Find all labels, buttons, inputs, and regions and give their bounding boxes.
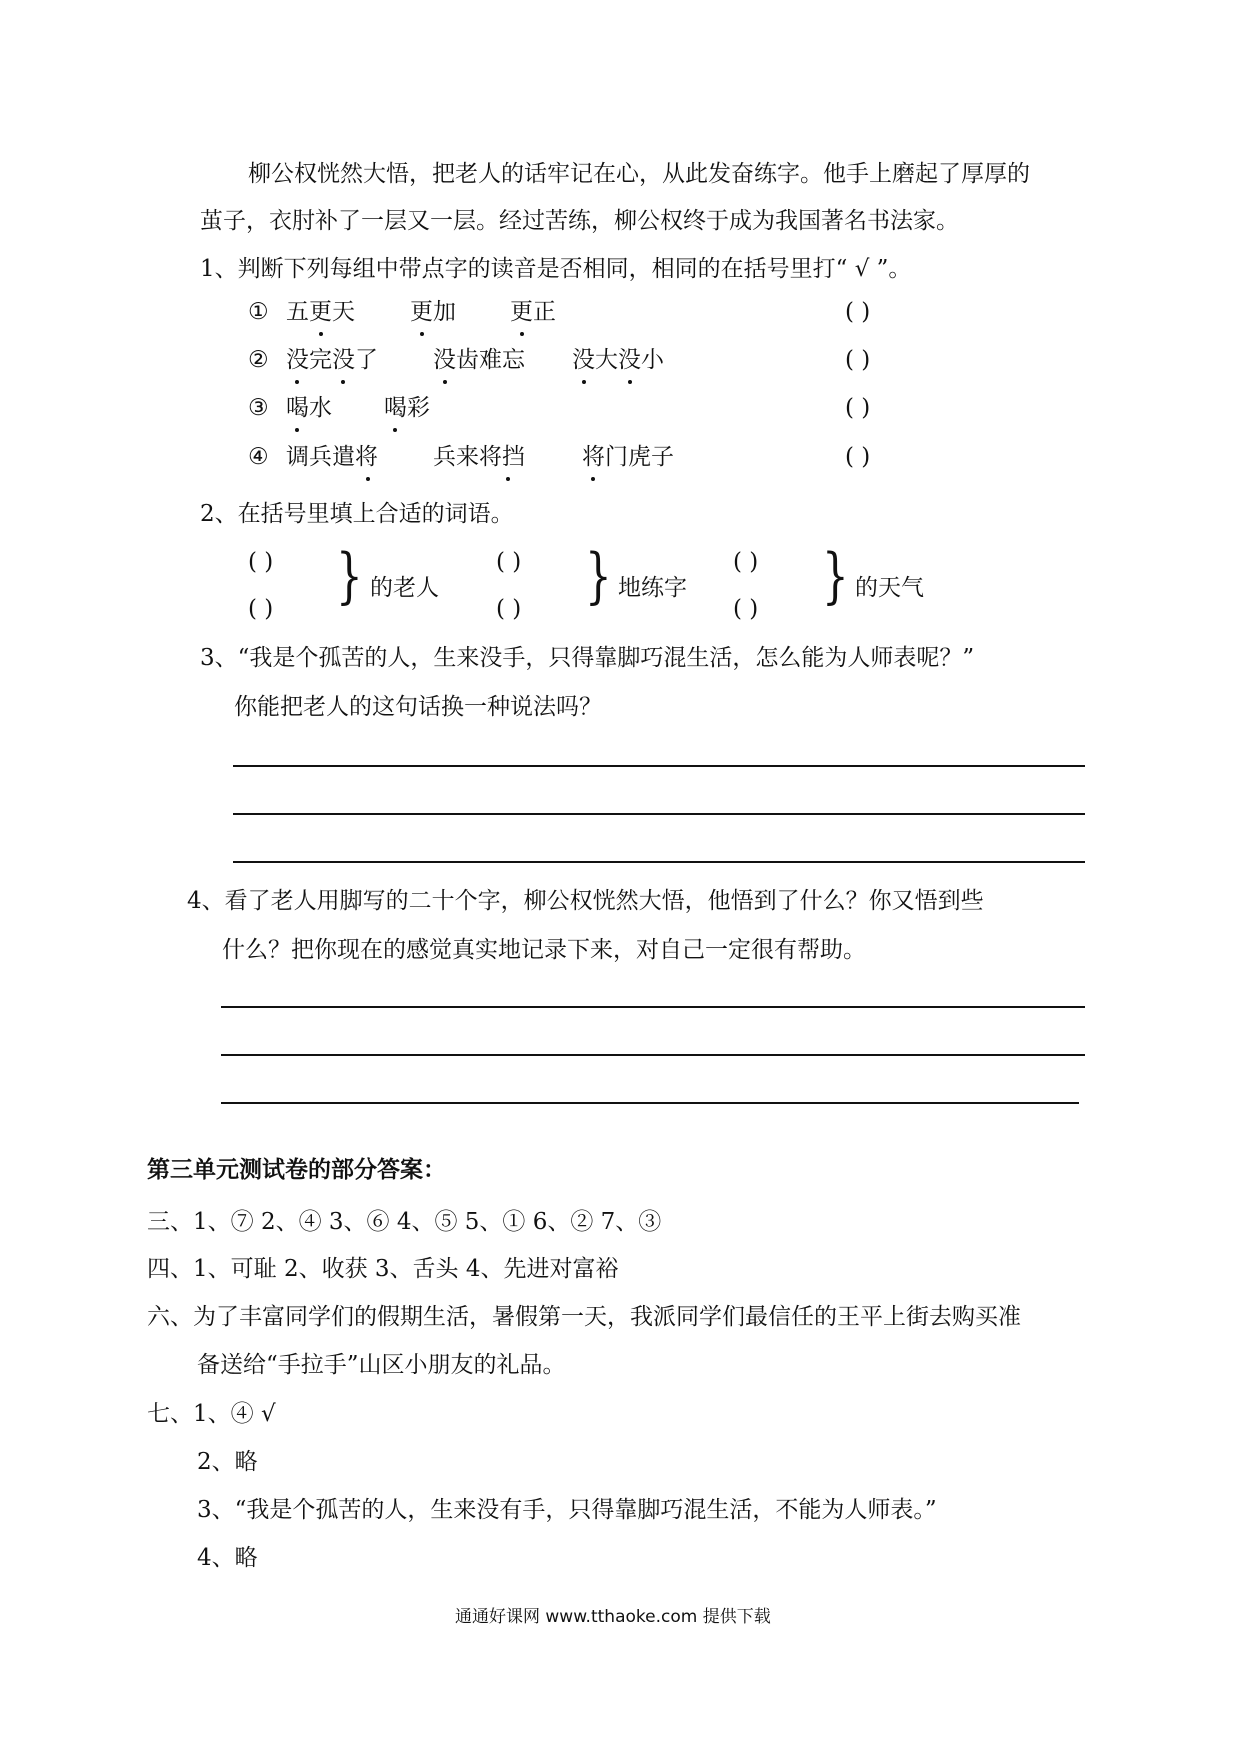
- q1-row-3-answer: ( ): [845, 395, 871, 421]
- passage-line-2: 茧子，衣肘补了一层又一层。经过苦练，柳公权终于成为我国著名书法家。: [200, 208, 959, 234]
- answers-section-7-item-3: 3、“我是个孤苦的人，生来没有手，只得靠脚巧混生活，不能为人师表。”: [197, 1497, 937, 1523]
- answers-section-6-line-2: 备送给“手拉手”山区小朋友的礼品。: [197, 1352, 566, 1378]
- q2-blank: ( ): [248, 549, 274, 575]
- q3-sub-prompt: 你能把老人的这句话换一种说法吗？: [234, 694, 602, 720]
- emphasis-dot: [366, 477, 370, 481]
- emphasis-dot: [443, 380, 447, 384]
- right-brace-icon: }: [585, 541, 612, 611]
- answer-line: [221, 1006, 1085, 1008]
- passage-line-1: 柳公权恍然大悟，把老人的话牢记在心，从此发奋练字。他手上磨起了厚厚的: [248, 161, 1030, 187]
- q1-row-4-word-3: 将门虎子: [582, 444, 674, 470]
- q3-prompt: 3、“我是个孤苦的人，生来没手，只得靠脚巧混生活，怎么能为人师表呢？”: [200, 645, 975, 671]
- answer-line: [233, 765, 1085, 767]
- q2-blank: ( ): [248, 596, 274, 622]
- emphasis-dot: [319, 332, 323, 336]
- q4-prompt-line-1: 4、看了老人用脚写的二十个字，柳公权恍然大悟，他悟到了什么？你又悟到些: [187, 888, 984, 914]
- q2-blank: ( ): [733, 549, 759, 575]
- q2-blank: ( ): [733, 596, 759, 622]
- emphasis-dot: [295, 428, 299, 432]
- q1-row-4-word-2: 兵来将挡: [433, 444, 525, 470]
- emphasis-dot: [628, 380, 632, 384]
- q1-row-4-answer: ( ): [845, 444, 871, 470]
- answers-section-4: 四、1、可耻 2、收获 3、舌头 4、先进对富裕: [147, 1256, 619, 1282]
- answers-title: 第三单元测试卷的部分答案：: [147, 1157, 446, 1183]
- q2-blank: ( ): [496, 596, 522, 622]
- q2-blank: ( ): [496, 549, 522, 575]
- q1-row-2-word-2: 没齿难忘: [433, 347, 525, 373]
- q1-row-4-word-1: 调兵遣将: [286, 444, 378, 470]
- q1-row-2-answer: ( ): [845, 347, 871, 373]
- answer-line: [233, 813, 1085, 815]
- q2-group-2-label: 地练字: [618, 575, 687, 601]
- q1-row-3-word-1: 喝水: [286, 395, 332, 421]
- right-brace-icon: }: [822, 541, 849, 611]
- emphasis-dot: [393, 428, 397, 432]
- answer-line: [221, 1054, 1085, 1056]
- emphasis-dot: [582, 380, 586, 384]
- q1-row-1-word-2: 更加: [410, 299, 456, 325]
- q2-group-3-label: 的天气: [855, 575, 924, 601]
- emphasis-dot: [295, 380, 299, 384]
- answers-section-7-item-1: 七、1、④ √: [147, 1401, 276, 1427]
- answers-section-3: 三、1、⑦ 2、④ 3、⑥ 4、⑤ 5、① 6、② 7、③: [147, 1209, 662, 1235]
- q4-prompt-line-2: 什么？把你现在的感觉真实地记录下来，对自己一定很有帮助。: [222, 937, 866, 963]
- right-brace-icon: }: [336, 541, 363, 611]
- emphasis-dot: [341, 380, 345, 384]
- q1-prompt: 1、判断下列每组中带点字的读音是否相同，相同的在括号里打“ √ ”。: [200, 256, 912, 282]
- q1-row-3-num: ③: [248, 395, 269, 421]
- q2-group-1-label: 的老人: [370, 575, 439, 601]
- q1-row-3-word-2: 喝彩: [384, 395, 430, 421]
- q1-row-1-word-3: 更正: [510, 299, 556, 325]
- answers-section-6-line-1: 六、为了丰富同学们的假期生活，暑假第一天，我派同学们最信任的王平上街去购买准: [147, 1304, 1021, 1330]
- q1-row-2-num: ②: [248, 347, 269, 373]
- q1-row-1-answer: ( ): [845, 299, 871, 325]
- answer-line: [221, 1102, 1079, 1104]
- q1-row-1-word-1: 五更天: [286, 299, 355, 325]
- q1-row-2-word-3: 没大没小: [572, 347, 664, 373]
- answers-section-7-item-2: 2、略: [197, 1449, 258, 1475]
- answer-line: [233, 861, 1085, 863]
- q2-prompt: 2、在括号里填上合适的词语。: [200, 501, 514, 527]
- q1-row-4-num: ④: [248, 444, 269, 470]
- emphasis-dot: [591, 477, 595, 481]
- q1-row-1-num: ①: [248, 299, 269, 325]
- answers-section-7-item-4: 4、略: [197, 1545, 258, 1571]
- emphasis-dot: [420, 332, 424, 336]
- emphasis-dot: [506, 477, 510, 481]
- page-footer: 通通好课网 www.tthaoke.com 提供下载: [455, 1607, 771, 1627]
- q1-row-2-word-1: 没完没了: [286, 347, 378, 373]
- emphasis-dot: [520, 332, 524, 336]
